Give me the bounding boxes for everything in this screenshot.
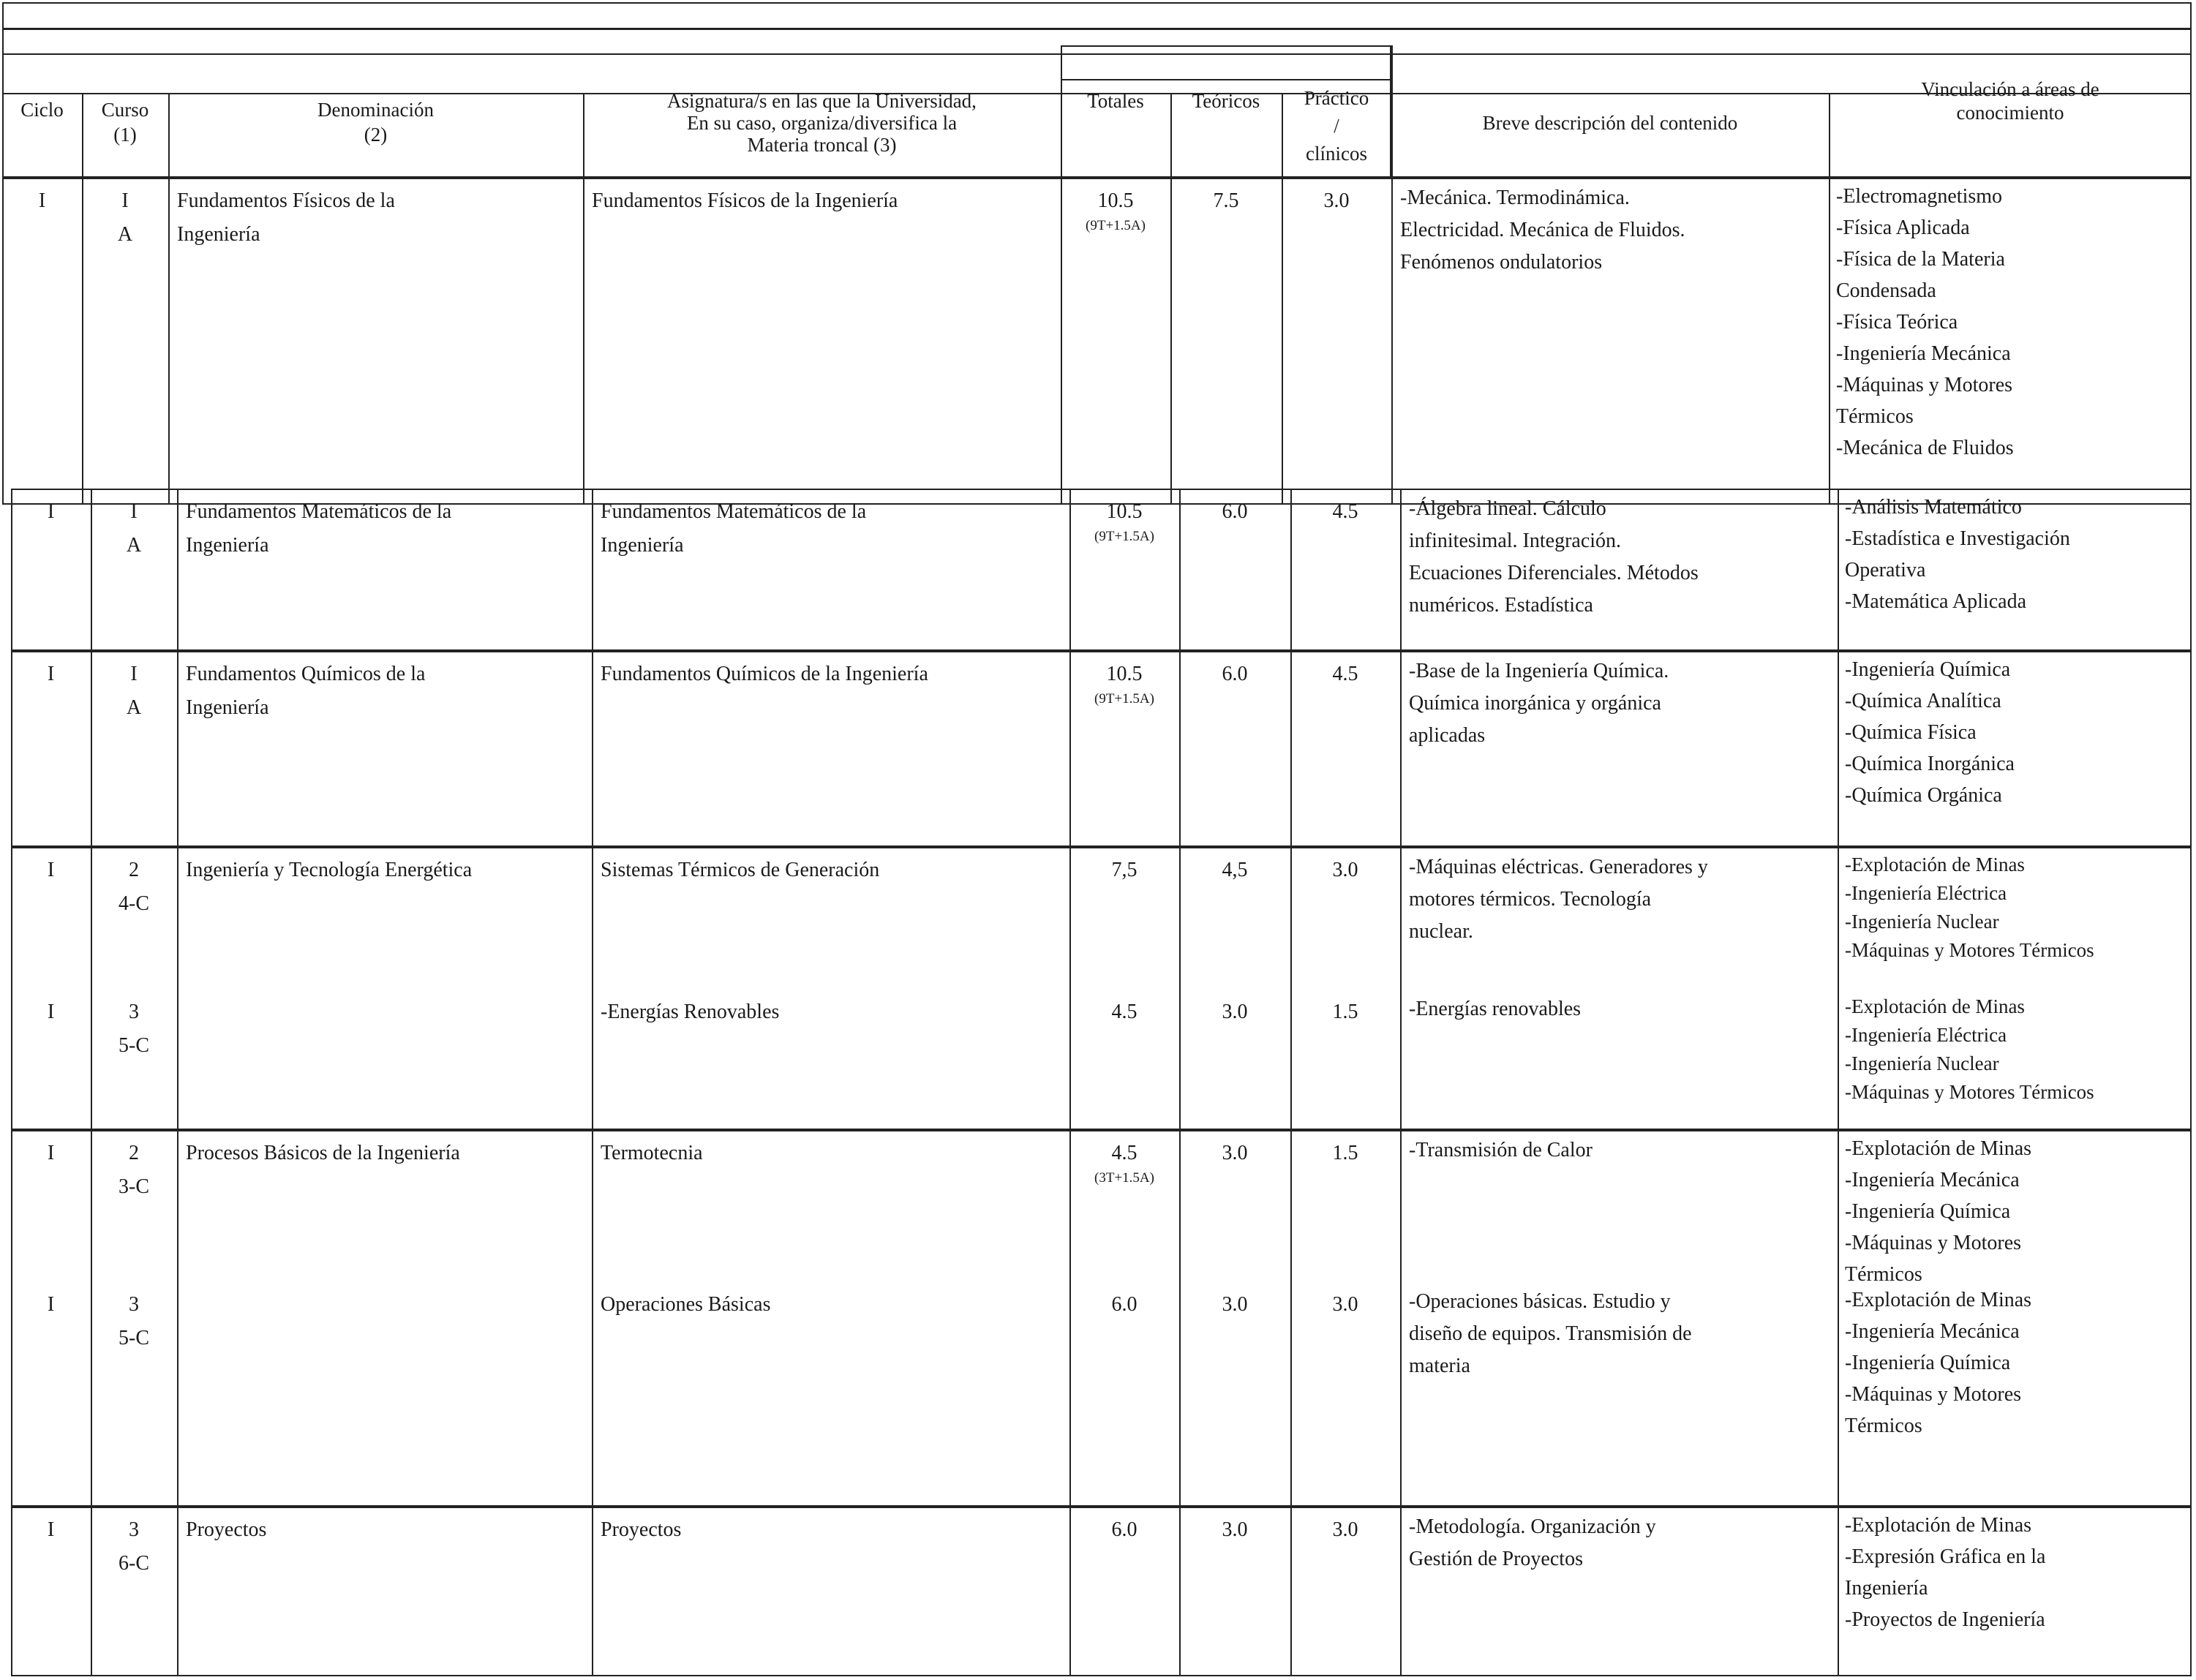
cell-area: -Ingeniería Eléctrica: [1845, 1024, 2007, 1046]
cell-denominacion: Fundamentos Matemáticos de la: [186, 500, 452, 523]
header-denominacion: (2): [364, 124, 388, 146]
cell-area: -Ingeniería Química: [1845, 1200, 2011, 1223]
cell-area: -Proyectos de Ingeniería: [1845, 1608, 2045, 1631]
cell-curso: I: [130, 663, 138, 685]
cell-descripcion: numéricos. Estadística: [1409, 594, 1593, 617]
cell-area: -Ingeniería Química: [1845, 1352, 2011, 1374]
cell-curso: 2: [129, 1142, 139, 1164]
title-band: [2, 2, 2192, 30]
row-column-line: [177, 651, 178, 847]
cell-teoricos: 6.0: [1222, 663, 1248, 685]
cell-practicos: 3.0: [1332, 859, 1358, 881]
header-asignaturas: En su caso, organiza/diversifica la: [686, 112, 958, 134]
cell-curso: A: [126, 534, 142, 557]
row-column-line: [1069, 847, 1071, 1130]
cell-area: Térmicos: [1845, 1263, 1922, 1286]
cell-descripcion: infinitesimal. Integración.: [1409, 530, 1622, 552]
cell-asignatura: Proyectos: [601, 1518, 682, 1541]
cell-curso: 3: [129, 1293, 139, 1316]
cell-ciclo: I: [47, 1293, 55, 1316]
cell-descripcion: Ecuaciones Diferenciales. Métodos: [1409, 562, 1699, 584]
row-column-line: [1290, 847, 1292, 1130]
cell-curso: 3: [129, 1518, 139, 1541]
cell-area: -Ingeniería Eléctrica: [1845, 882, 2007, 904]
cell-area: -Máquinas y Motores: [1845, 1383, 2022, 1406]
cell-practicos: 4.5: [1332, 500, 1358, 523]
cell-practicos: 4.5: [1332, 663, 1358, 685]
header-vinculacion: conocimiento: [1956, 102, 2064, 124]
cell-teoricos: 6.0: [1222, 500, 1248, 523]
cell-curso: 6-C: [119, 1552, 149, 1575]
row-column-line: [1838, 847, 1839, 1130]
cell-area: -Explotación de Minas: [1845, 1137, 2032, 1160]
cell-ciclo: I: [38, 189, 46, 212]
creditos-divider: [1061, 79, 1391, 80]
cell-curso: A: [126, 696, 142, 719]
row-column-line: [1282, 178, 1283, 505]
cell-ciclo: I: [47, 1142, 55, 1164]
cell-descripcion: -Energías renovables: [1409, 998, 1582, 1020]
cell-descripcion: aplicadas: [1409, 724, 1486, 747]
row-column-line: [177, 489, 178, 651]
cell-totales: 10.5: [1097, 189, 1134, 212]
cell-practicos: 3.0: [1332, 1293, 1358, 1316]
cell-asignatura: Fundamentos Matemáticos de la: [601, 500, 867, 523]
cell-totales-note: (9T+1.5A): [1086, 218, 1146, 233]
header-teoricos: Teóricos: [1192, 90, 1260, 112]
cell-asignatura: Fundamentos Químicos de la Ingeniería: [601, 663, 928, 685]
header-ciclo: Ciclo: [20, 99, 64, 121]
cell-area: -Expresión Gráfica en la: [1845, 1545, 2046, 1568]
cell-ciclo: I: [47, 500, 55, 523]
cell-area: -Ingeniería Mecánica: [1845, 1320, 2020, 1343]
cell-descripcion: -Metodología. Organización y: [1409, 1515, 1656, 1538]
cell-practicos: 1.5: [1332, 1001, 1358, 1023]
cell-totales-note: (9T+1.5A): [1094, 691, 1154, 707]
cell-area: -Análisis Matemático: [1845, 496, 2022, 519]
cell-ciclo: I: [47, 859, 55, 881]
cell-curso: 3-C: [119, 1175, 149, 1198]
cell-area: Condensada: [1836, 279, 1936, 302]
row-column-line: [1838, 489, 1839, 651]
cell-teoricos: 4,5: [1222, 859, 1248, 881]
cell-denominacion: Proyectos: [186, 1518, 267, 1541]
cell-area: -Ingeniería Mecánica: [1845, 1169, 2020, 1191]
row-column-line: [592, 847, 593, 1130]
header-descripcion: Breve descripción del contenido: [1482, 112, 1738, 134]
cell-area: Operativa: [1845, 559, 1926, 581]
cell-ciclo: I: [47, 1001, 55, 1023]
cell-practicos: 3.0: [1323, 189, 1350, 212]
row-column-line: [592, 651, 593, 847]
cell-area: -Máquinas y Motores Térmicos: [1845, 1081, 2094, 1103]
cell-descripcion: Gestión de Proyectos: [1409, 1548, 1583, 1570]
cell-area: -Explotación de Minas: [1845, 995, 2025, 1017]
row-column-line: [1391, 178, 1393, 505]
cell-denominacion: Ingeniería: [186, 534, 269, 557]
cell-denominacion: Fundamentos Químicos de la: [186, 663, 426, 685]
row-column-line: [1838, 1130, 1839, 1507]
row-column-line: [592, 1507, 593, 1676]
cell-totales-note: (9T+1.5A): [1094, 529, 1154, 544]
cell-descripcion: -Álgebra lineal. Cálculo: [1409, 497, 1606, 520]
cell-totales: 6.0: [1111, 1293, 1138, 1316]
cell-totales: 4.5: [1111, 1001, 1138, 1023]
cell-area: -Explotación de Minas: [1845, 1514, 2032, 1537]
row-column-line: [1400, 489, 1402, 651]
cell-asignatura: -Energías Renovables: [601, 1001, 780, 1023]
header-denominacion: Denominación: [317, 99, 434, 121]
cell-descripcion: -Operaciones básicas. Estudio y: [1409, 1290, 1671, 1313]
cell-denominacion: Ingeniería: [186, 696, 269, 719]
row-column-line: [1838, 1507, 1839, 1676]
cell-descripcion: -Máquinas eléctricas. Generadores y: [1409, 856, 1708, 878]
cell-area: -Mecánica de Fluidos: [1836, 437, 2014, 459]
row-column-line: [1829, 178, 1830, 505]
cell-descripcion: Electricidad. Mecánica de Fluidos.: [1400, 219, 1685, 241]
cell-curso: 5-C: [119, 1034, 149, 1057]
cell-curso: 4-C: [119, 892, 149, 915]
cell-descripcion: -Transmisión de Calor: [1409, 1139, 1593, 1161]
row-column-line: [177, 847, 178, 1130]
row-column-line: [177, 1130, 178, 1507]
header-curso: (1): [113, 124, 137, 146]
cell-area: -Ingeniería Nuclear: [1845, 1052, 1999, 1074]
cell-area: -Física de la Materia: [1836, 248, 2005, 271]
cell-teoricos: 3.0: [1222, 1293, 1248, 1316]
cell-area: -Estadística e Investigación: [1845, 527, 2070, 550]
cell-descripcion: materia: [1409, 1355, 1470, 1377]
cell-totales: 10.5: [1106, 500, 1143, 523]
cell-ciclo: I: [47, 1518, 55, 1541]
row-column-line: [168, 178, 170, 505]
header-vinculacion: Vinculación a áreas de: [1921, 78, 2099, 100]
cell-asignatura: Termotecnia: [601, 1142, 703, 1164]
cell-descripcion: -Mecánica. Termodinámica.: [1400, 187, 1630, 209]
cell-area: -Máquinas y Motores Térmicos: [1845, 939, 2094, 961]
cell-curso: 5-C: [119, 1327, 149, 1349]
cell-descripcion: -Base de la Ingeniería Química.: [1409, 660, 1669, 682]
cell-descripcion: Química inorgánica y orgánica: [1409, 692, 1661, 715]
cell-denominacion: Ingeniería: [177, 223, 260, 246]
row-column-line: [1838, 651, 1839, 847]
cell-totales-note: (3T+1.5A): [1094, 1170, 1154, 1186]
cell-totales: 7,5: [1111, 859, 1138, 881]
header-asignaturas: Asignatura/s en las que la Universidad,: [667, 90, 977, 112]
cell-practicos: 1.5: [1332, 1142, 1358, 1164]
row-column-line: [583, 178, 584, 505]
cell-curso: 2: [129, 859, 139, 881]
cell-asignatura: Sistemas Térmicos de Generación: [601, 859, 880, 881]
row-column-line: [1400, 651, 1402, 847]
cell-totales: 10.5: [1106, 663, 1143, 685]
cell-denominacion: Procesos Básicos de la Ingeniería: [186, 1142, 460, 1164]
cell-area: -Química Inorgánica: [1845, 753, 2015, 775]
cell-descripcion: motores térmicos. Tecnología: [1409, 888, 1652, 911]
cell-totales: 6.0: [1111, 1518, 1138, 1541]
cell-descripcion: diseño de equipos. Transmisión de: [1409, 1322, 1692, 1345]
cell-area: Térmicos: [1836, 405, 1914, 428]
cell-curso: A: [117, 223, 133, 246]
cell-area: -Ingeniería Química: [1845, 658, 2011, 681]
cell-area: -Química Orgánica: [1845, 784, 2002, 807]
cell-area: Ingeniería: [1845, 1577, 1928, 1600]
cell-area: -Máquinas y Motores: [1836, 374, 2013, 396]
header-asignaturas: Materia troncal (3): [747, 134, 897, 156]
row-column-line: [592, 489, 593, 651]
header-totales: Totales: [1087, 90, 1144, 112]
row-column-line: [1400, 1507, 1402, 1676]
cell-area: -Máquinas y Motores: [1845, 1232, 2022, 1254]
row-column-line: [1400, 1130, 1402, 1507]
header-practico: Práctico: [1304, 87, 1369, 109]
cell-area: -Electromagnetismo: [1836, 185, 2003, 208]
row-column-line: [1179, 1130, 1181, 1507]
cell-teoricos: 3.0: [1222, 1142, 1248, 1164]
cell-area: -Física Aplicada: [1836, 216, 1970, 239]
row-column-line: [1170, 178, 1172, 505]
row-column-line: [1400, 847, 1402, 1130]
cell-denominacion: Ingeniería y Tecnología Energética: [186, 859, 473, 881]
row-column-line: [91, 847, 92, 1130]
cell-practicos: 3.0: [1332, 1518, 1358, 1541]
row-column-line: [1179, 847, 1181, 1130]
cell-curso: I: [121, 189, 129, 212]
header-practico: clínicos: [1306, 143, 1367, 165]
cell-teoricos: 7.5: [1213, 189, 1239, 212]
cell-asignatura: Ingeniería: [601, 534, 684, 557]
cell-totales: 4.5: [1111, 1142, 1138, 1164]
header-curso: Curso: [101, 99, 149, 121]
cell-descripcion: nuclear.: [1409, 920, 1473, 943]
cell-area: -Explotación de Minas: [1845, 854, 2025, 875]
cell-area: -Química Física: [1845, 721, 1977, 744]
cell-area: -Física Teórica: [1836, 311, 1958, 334]
cell-teoricos: 3.0: [1222, 1001, 1248, 1023]
cell-asignatura: Fundamentos Físicos de la Ingeniería: [592, 189, 898, 212]
cell-curso: I: [130, 500, 138, 523]
cell-teoricos: 3.0: [1222, 1518, 1248, 1541]
cell-area: -Química Analítica: [1845, 690, 2001, 712]
cell-area: Térmicos: [1845, 1415, 1922, 1437]
cell-area: -Ingeniería Mecánica: [1836, 342, 2011, 365]
cell-area: -Ingeniería Nuclear: [1845, 911, 1999, 933]
header-practico: /: [1334, 115, 1339, 137]
cell-area: -Explotación de Minas: [1845, 1289, 2032, 1311]
cell-ciclo: I: [47, 663, 55, 685]
cell-curso: 3: [129, 1001, 139, 1023]
cell-denominacion: Fundamentos Físicos de la: [177, 189, 395, 212]
row-column-line: [177, 1507, 178, 1676]
cell-asignatura: Operaciones Básicas: [601, 1293, 771, 1316]
row-column-line: [1290, 1130, 1292, 1507]
row-column-line: [592, 1130, 593, 1507]
cell-area: -Matemática Aplicada: [1845, 590, 2026, 613]
cell-descripcion: Fenómenos ondulatorios: [1400, 251, 1603, 274]
